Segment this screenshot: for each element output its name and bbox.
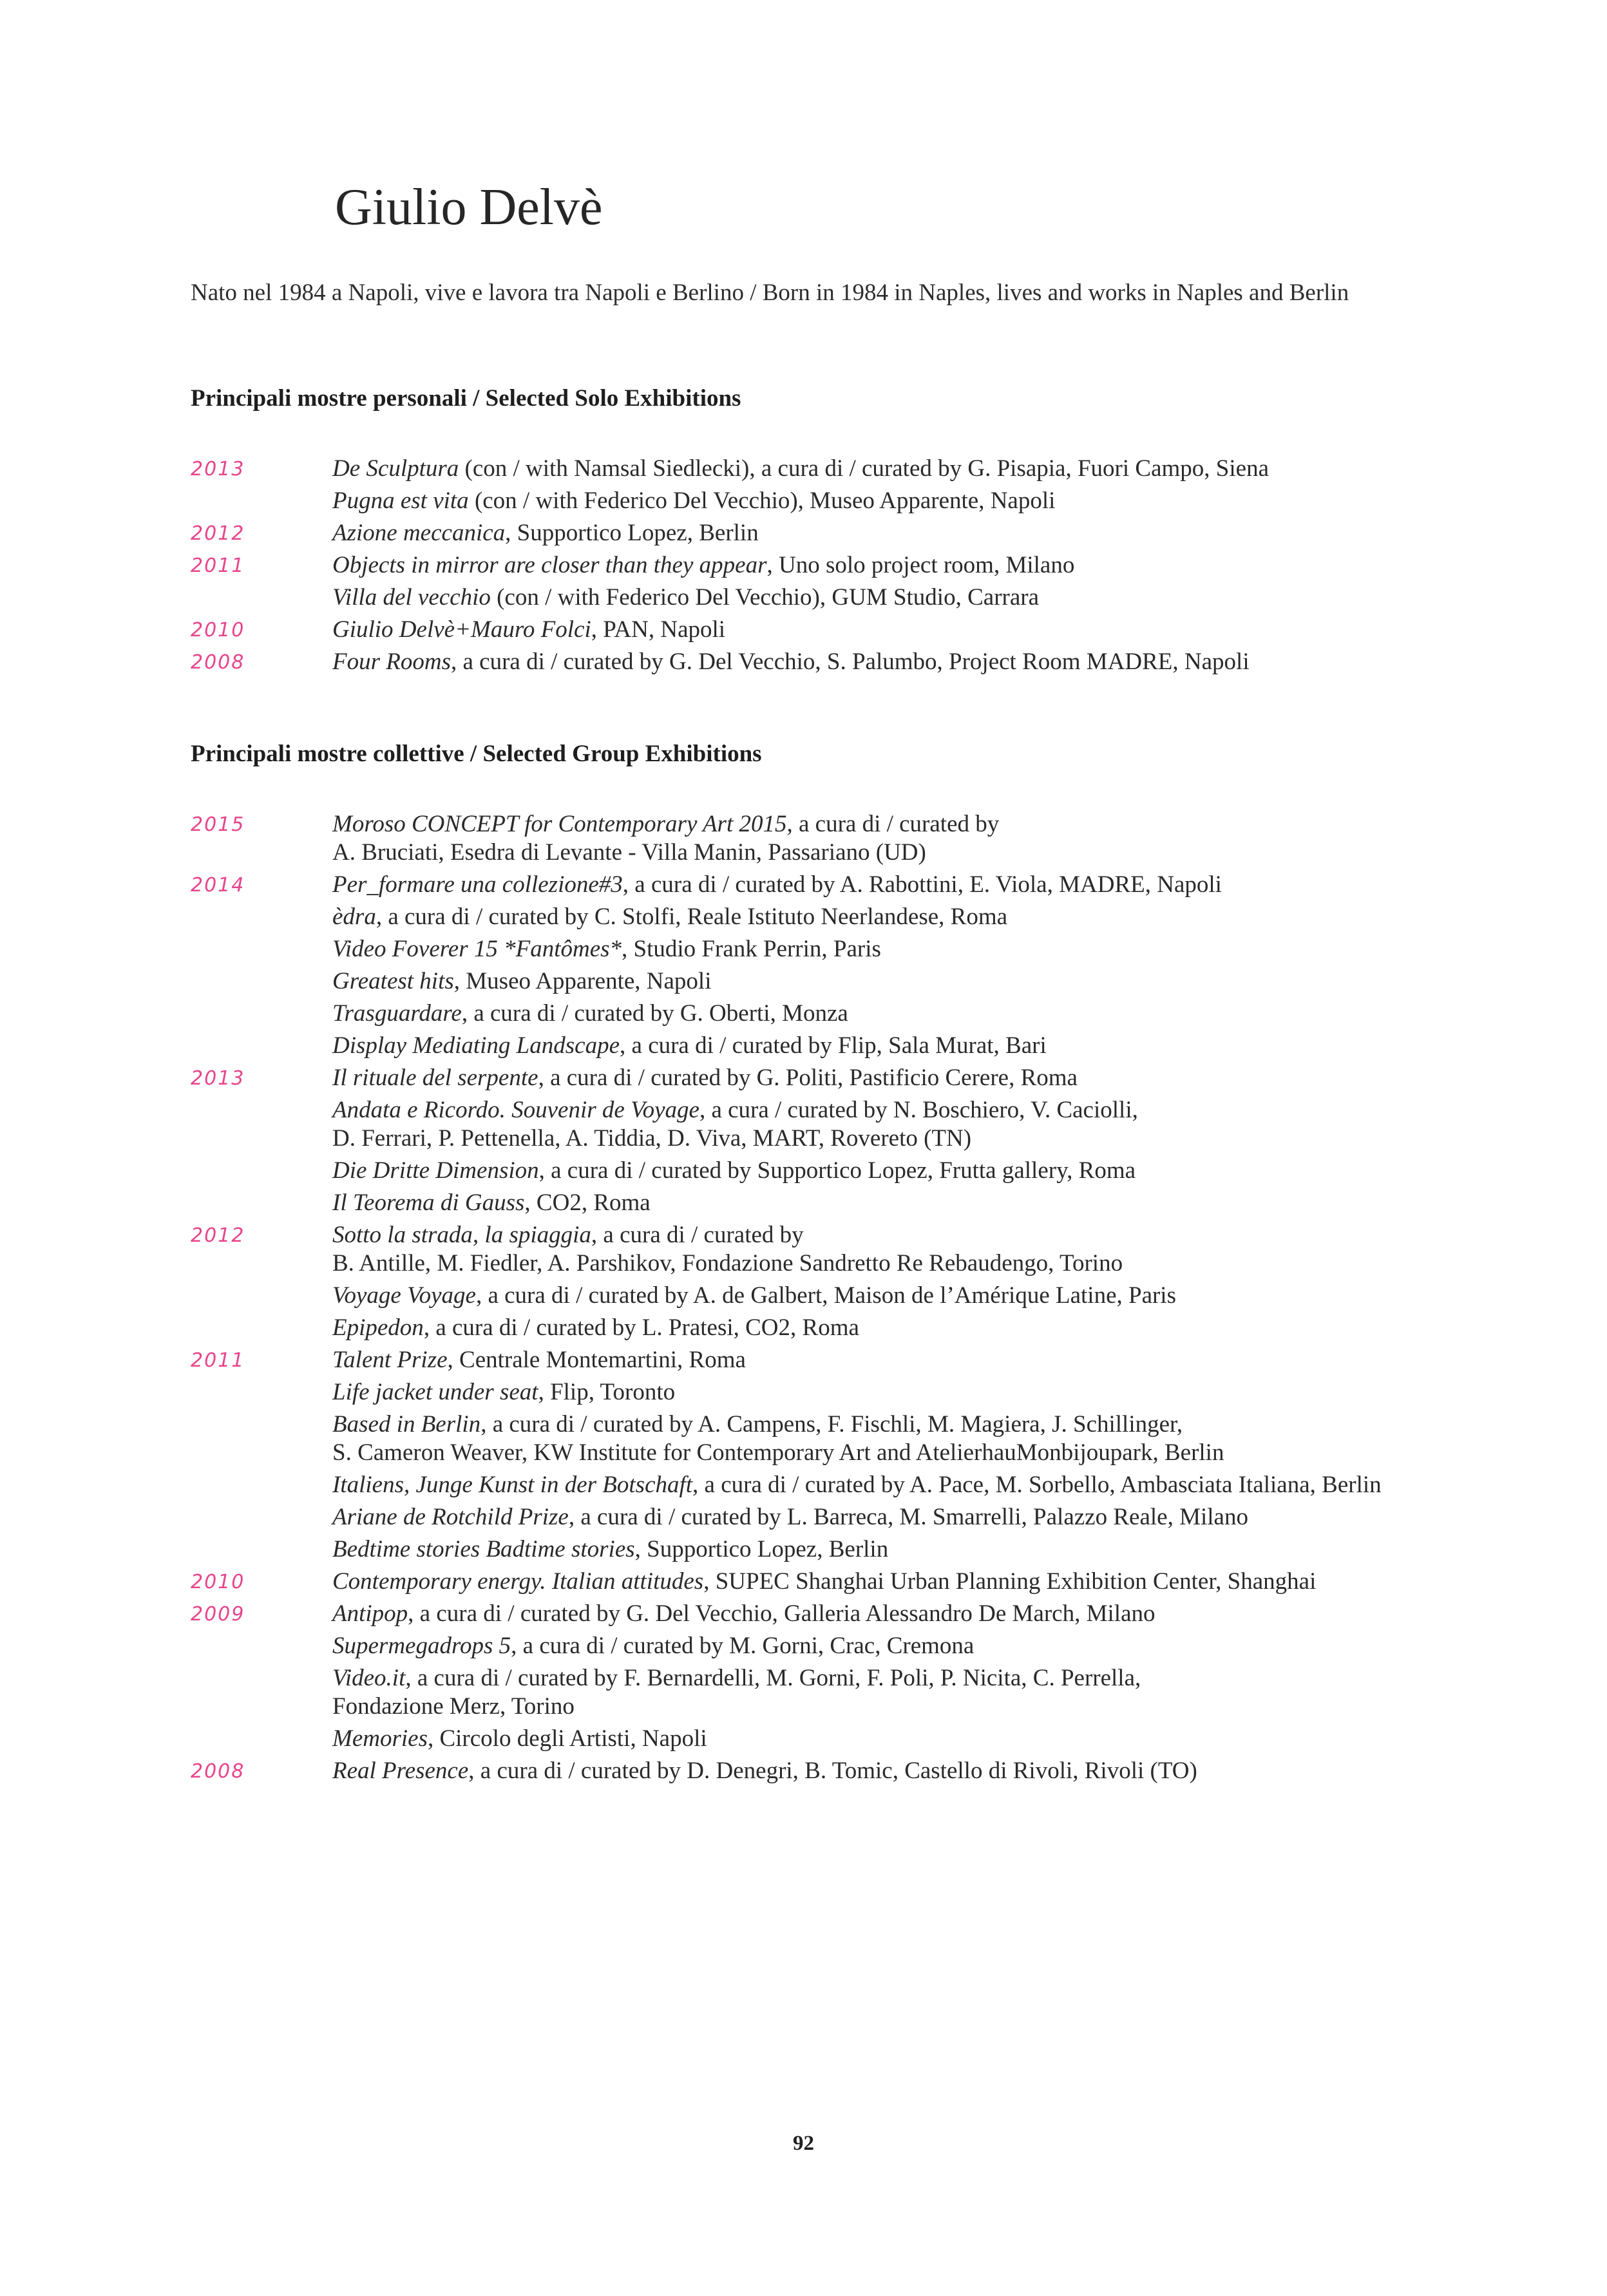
group-exhibition-entry: [0, 1566, 1607, 1598]
group-exhibitions-heading: Principali mostre collettive / Selected Group Exhibitions: [191, 741, 762, 767]
exhibition-title: Per_formare una collezione#3: [332, 871, 623, 898]
exhibition-year: 2010: [191, 619, 245, 641]
exhibition-title: Voyage Voyage: [332, 1282, 476, 1309]
exhibition-text: [0, 1630, 1607, 1662]
solo-exhibitions-heading: Principali mostre personali / Selected Solo Exhibitions: [191, 385, 741, 412]
exhibition-details: , PAN, Napoli: [591, 616, 726, 643]
exhibition-title: Objects in mirror are closer than they appear: [332, 552, 767, 578]
exhibition-details: , a cura di / curated by M. Gorni, Crac, Cremona: [511, 1633, 975, 1659]
group-exhibition-entry: [0, 965, 1607, 998]
exhibition-title: Contemporary energy. Italian attitudes: [332, 1568, 704, 1595]
solo-exhibition-entry: [0, 453, 1607, 485]
group-exhibition-entry: [0, 1533, 1607, 1566]
exhibition-year: 2009: [191, 1603, 245, 1626]
exhibition-details-continued: D. Ferrari, P. Pettenella, A. Tiddia, D. Viva, MART, Rovereto (TN): [332, 1125, 972, 1152]
exhibition-title: De Sculptura: [332, 455, 459, 482]
exhibition-year: 2011: [191, 555, 245, 577]
exhibition-details: , a cura / curated by N. Boschiero, V. Caciolli,: [699, 1097, 1138, 1123]
group-exhibition-entry: [0, 933, 1607, 965]
exhibition-text: [0, 582, 1607, 614]
exhibition-details: , a cura di / curated by G. Oberti, Monza: [461, 1000, 848, 1027]
exhibition-title: Video Foverer 15 *Fantômes*: [332, 936, 622, 962]
exhibition-title: Bedtime stories Badtime stories: [332, 1536, 635, 1562]
exhibition-year: 2012: [191, 1224, 245, 1247]
exhibition-title: Trasguardare: [332, 1000, 462, 1027]
exhibition-text: [0, 1280, 1607, 1312]
exhibition-details: , Supportico Lopez, Berlin: [505, 520, 759, 546]
exhibition-details-continued: S. Cameron Weaver, KW Institute for Contemporary Art and AtelierhauMonbijoupark, Berlin: [332, 1439, 1224, 1466]
exhibition-text: [0, 1409, 1607, 1469]
exhibition-details: , a cura di / curated by: [786, 811, 1000, 837]
exhibition-text: [0, 1533, 1607, 1566]
exhibition-details: , Circolo degli Artisti, Napoli: [427, 1725, 707, 1752]
exhibition-text: [0, 1662, 1607, 1723]
exhibition-details: , a cura di / curated by L. Pratesi, CO2, Roma: [423, 1314, 859, 1341]
exhibition-year: 2008: [191, 1760, 245, 1783]
solo-exhibitions-list: [0, 453, 1607, 678]
exhibition-details: , a cura di / curated by A. Campens, F. Fischli, M. Magiera, J. Schillinger,: [480, 1411, 1183, 1437]
exhibition-details: , a cura di / curated by: [591, 1222, 804, 1248]
exhibition-title: Azione meccanica: [332, 520, 506, 546]
exhibition-text: [0, 485, 1607, 517]
solo-exhibition-entry: [0, 485, 1607, 517]
exhibition-year: 2013: [191, 1067, 245, 1090]
solo-exhibition-entry: [0, 646, 1607, 678]
exhibition-title: Real Presence: [332, 1758, 469, 1784]
exhibition-title: Ariane de Rotchild Prize: [332, 1504, 569, 1530]
exhibition-details: , Supportico Lopez, Berlin: [634, 1536, 889, 1562]
exhibition-details: , a cura di / curated by A. Pace, M. Sorbello, Ambasciata Italiana, Berlin: [692, 1472, 1382, 1498]
exhibition-details-continued: Fondazione Merz, Torino: [332, 1693, 575, 1720]
exhibition-title: Antipop: [332, 1600, 408, 1627]
exhibition-title: Four Rooms: [332, 649, 451, 675]
exhibition-text: [0, 1469, 1607, 1501]
exhibition-text: [0, 998, 1607, 1030]
solo-exhibition-entry: [0, 517, 1607, 549]
exhibition-details: , a cura di / curated by G. Politi, Pastificio Cerere, Roma: [538, 1065, 1078, 1091]
group-exhibition-entry: [0, 1344, 1607, 1376]
group-exhibition-entry: [0, 1062, 1607, 1094]
exhibition-details: , a cura di / curated by Flip, Sala Murat, Bari: [620, 1032, 1047, 1059]
exhibition-year: 2015: [191, 813, 245, 836]
exhibition-details: , a cura di / curated by G. Del Vecchio, S. Palumbo, Project Room MADRE, Napoli: [450, 649, 1250, 675]
exhibition-title: Andata e Ricordo. Souvenir de Voyage: [332, 1097, 699, 1123]
group-exhibitions-list: [0, 808, 1607, 1787]
group-exhibition-entry: [0, 998, 1607, 1030]
exhibition-title: Die Dritte Dimension: [332, 1157, 539, 1184]
group-exhibition-entry: [0, 1723, 1607, 1755]
exhibition-details: , Centrale Montemartini, Roma: [447, 1347, 746, 1373]
exhibition-year: 2013: [191, 458, 245, 480]
group-exhibition-entry: [0, 1630, 1607, 1662]
exhibition-title: Display Mediating Landscape: [332, 1032, 620, 1059]
exhibition-title: Epipedon: [332, 1314, 424, 1341]
artist-bio: Nato nel 1984 a Napoli, vive e lavora tra Napoli e Berlino / Born in 1984 in Naples, lives and works in Naples and Berlin: [191, 280, 1349, 306]
exhibition-title: Memories: [332, 1725, 428, 1752]
group-exhibition-entry: [0, 1280, 1607, 1312]
exhibition-title: Il rituale del serpente: [332, 1065, 538, 1091]
group-exhibition-entry: [0, 1409, 1607, 1469]
exhibition-details: , a cura di / curated by Supportico Lopez, Frutta gallery, Roma: [538, 1157, 1136, 1184]
exhibition-details: , SUPEC Shanghai Urban Planning Exhibition Center, Shanghai: [703, 1568, 1317, 1595]
exhibition-details: , a cura di / curated by A. Rabottini, E. Viola, MADRE, Napoli: [622, 871, 1222, 898]
exhibition-details: (con / with Federico Del Vecchio), GUM Studio, Carrara: [490, 584, 1040, 611]
exhibition-details: , a cura di / curated by G. Del Vecchio, Galleria Alessandro De March, Milano: [408, 1600, 1155, 1627]
exhibition-title: Based in Berlin: [332, 1411, 481, 1437]
exhibition-details: (con / with Federico Del Vecchio), Museo Apparente, Napoli: [468, 488, 1056, 514]
exhibition-details: , a cura di / curated by D. Denegri, B. Tomic, Castello di Rivoli, Rivoli (TO): [468, 1758, 1197, 1784]
group-exhibition-entry: [0, 1662, 1607, 1723]
group-exhibition-entry: [0, 1376, 1607, 1409]
exhibition-title: èdra: [332, 904, 376, 930]
exhibition-title: Il Teorema di Gauss: [332, 1190, 525, 1216]
group-exhibition-entry: [0, 1598, 1607, 1630]
exhibition-title: Supermegadrops 5: [332, 1633, 511, 1659]
exhibition-details: , a cura di / curated by A. de Galbert, Maison de l’Amérique Latine, Paris: [475, 1282, 1176, 1309]
exhibition-details-continued: A. Bruciati, Esedra di Levante - Villa Manin, Passariano (UD): [332, 839, 926, 866]
group-exhibition-entry: [0, 1030, 1607, 1062]
solo-exhibition-entry: [0, 582, 1607, 614]
exhibition-text: [0, 933, 1607, 965]
exhibition-text: [0, 1094, 1607, 1155]
solo-exhibition-entry: [0, 549, 1607, 582]
solo-exhibition-entry: [0, 614, 1607, 646]
group-exhibition-entry: [0, 1187, 1607, 1219]
exhibition-title: Greatest hits: [332, 968, 454, 994]
exhibition-title: Giulio Delvè+Mauro Folci: [332, 616, 591, 643]
exhibition-title: Moroso CONCEPT for Contemporary Art 2015: [332, 811, 787, 837]
group-exhibition-entry: [0, 1155, 1607, 1187]
group-exhibition-entry: [0, 1312, 1607, 1344]
group-exhibition-entry: [0, 869, 1607, 901]
exhibition-text: [0, 1376, 1607, 1409]
exhibition-text: [0, 1030, 1607, 1062]
exhibition-details: , a cura di / curated by C. Stolfi, Reale Istituto Neerlandese, Roma: [376, 904, 1008, 930]
group-exhibition-entry: [0, 808, 1607, 869]
group-exhibition-entry: [0, 901, 1607, 933]
artist-name: Giulio Delvè: [335, 179, 603, 236]
exhibition-title: Video.it: [332, 1665, 406, 1691]
exhibition-details: , a cura di / curated by L. Barreca, M. Smarrelli, Palazzo Reale, Milano: [568, 1504, 1248, 1530]
exhibition-year: 2012: [191, 522, 245, 545]
exhibition-title: Italiens, Junge Kunst in der Botschaft: [332, 1472, 693, 1498]
exhibition-details: , CO2, Roma: [524, 1190, 651, 1216]
group-exhibition-entry: [0, 1469, 1607, 1501]
exhibition-text: [0, 1723, 1607, 1755]
exhibition-title: Life jacket under seat: [332, 1379, 538, 1405]
exhibition-text: [0, 1155, 1607, 1187]
exhibition-title: Sotto la strada, la spiaggia: [332, 1222, 591, 1248]
exhibition-text: [0, 1187, 1607, 1219]
exhibition-details: , Museo Apparente, Napoli: [453, 968, 712, 994]
exhibition-text: [0, 965, 1607, 998]
group-exhibition-entry: [0, 1501, 1607, 1533]
exhibition-title: Villa del vecchio: [332, 584, 491, 611]
exhibition-title: Talent Prize: [332, 1347, 448, 1373]
exhibition-details: (con / with Namsal Siedlecki), a cura di / curated by G. Pisapia, Fuori Campo, Siena: [459, 455, 1269, 482]
exhibition-text: [0, 1312, 1607, 1344]
exhibition-year: 2014: [191, 874, 245, 897]
exhibition-details: , Uno solo project room, Milano: [766, 552, 1075, 578]
exhibition-year: 2010: [191, 1571, 245, 1593]
page-number: 92: [793, 2132, 814, 2155]
exhibition-year: 2011: [191, 1349, 245, 1372]
exhibition-text: [0, 1501, 1607, 1533]
exhibition-details: , Flip, Toronto: [538, 1379, 676, 1405]
group-exhibition-entry: [0, 1219, 1607, 1280]
exhibition-details: , Studio Frank Perrin, Paris: [622, 936, 881, 962]
exhibition-title: Pugna est vita: [332, 488, 469, 514]
exhibition-year: 2008: [191, 651, 245, 674]
group-exhibition-entry: [0, 1094, 1607, 1155]
group-exhibition-entry: [0, 1755, 1607, 1787]
exhibition-text: [0, 901, 1607, 933]
exhibition-details-continued: B. Antille, M. Fiedler, A. Parshikov, Fondazione Sandretto Re Rebaudengo, Torino: [332, 1250, 1123, 1276]
exhibition-details: , a cura di / curated by F. Bernardelli, M. Gorni, F. Poli, P. Nicita, C. Perrella,: [405, 1665, 1141, 1691]
